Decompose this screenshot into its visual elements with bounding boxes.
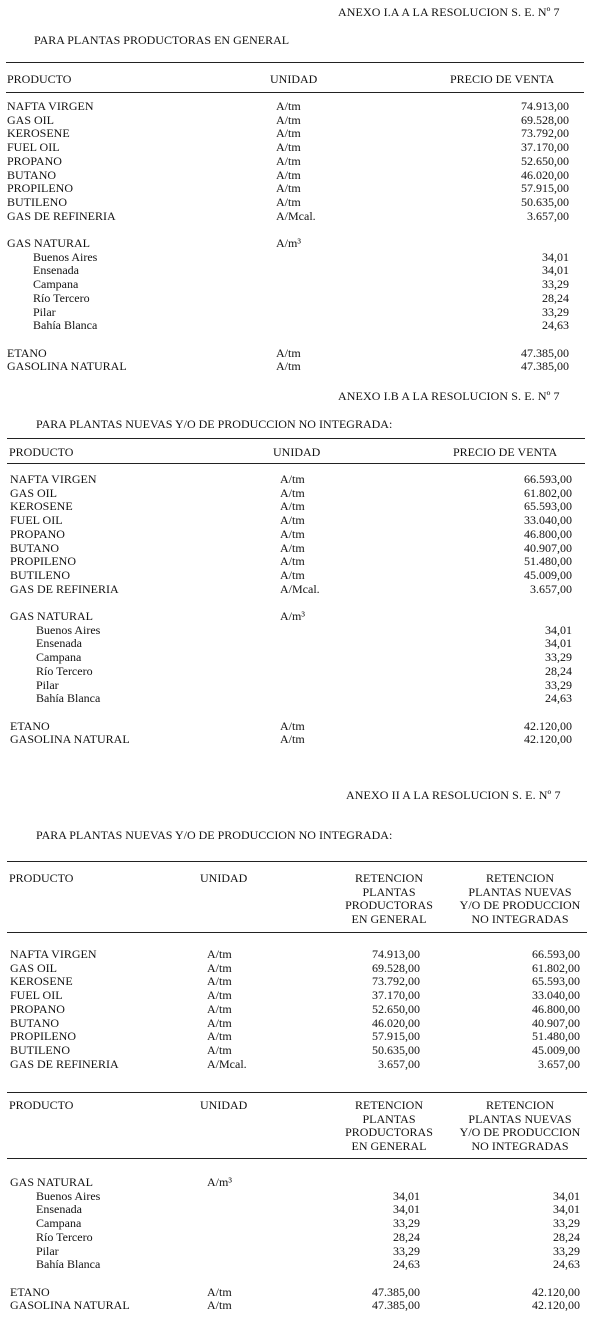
annex-1b-title: ANEXO I.B A LA RESOLUCION S. E. Nº 7 bbox=[338, 389, 560, 403]
unit: A/tm bbox=[207, 1001, 232, 1016]
price: 50.635,00 bbox=[521, 194, 569, 209]
retention-new-plants: 33,29 bbox=[553, 1243, 580, 1258]
unit: A/tm bbox=[280, 540, 305, 555]
location-name: Buenos Aires bbox=[36, 1188, 101, 1203]
product-name: GAS NATURAL bbox=[10, 1175, 94, 1189]
price: 37.170,00 bbox=[521, 140, 569, 155]
unit: A/Mcal. bbox=[276, 208, 316, 223]
annex-2-second-header-rule bbox=[7, 1158, 587, 1159]
table-row bbox=[0, 1286, 600, 1300]
product-name: FUEL OIL bbox=[7, 140, 60, 155]
price: 46.020,00 bbox=[521, 167, 569, 182]
retention-new-plants: 61.802,00 bbox=[532, 960, 580, 975]
retention-general: 57.915,00 bbox=[372, 1029, 420, 1044]
retention-general: 3.657,00 bbox=[378, 1056, 420, 1071]
unit: A/tm bbox=[207, 1284, 232, 1299]
gas-location-row bbox=[0, 1258, 600, 1272]
product-name: FUEL OIL bbox=[10, 513, 63, 528]
unit: A/tm bbox=[276, 112, 301, 127]
location-name: Ensenada bbox=[36, 1202, 82, 1217]
price: 33,29 bbox=[545, 677, 572, 692]
table-row bbox=[0, 100, 600, 114]
location-name: Río Tercero bbox=[33, 290, 90, 305]
table-row bbox=[0, 514, 600, 528]
annex-1a-header-rule bbox=[6, 92, 584, 93]
product-name: NAFTA VIRGEN bbox=[7, 99, 94, 113]
price: 34,01 bbox=[545, 636, 572, 651]
gas-location-row bbox=[0, 692, 600, 706]
annex-2-header-product: PRODUCTO bbox=[9, 871, 74, 885]
product-name: GAS OIL bbox=[7, 112, 54, 127]
unit: A/tm bbox=[276, 345, 301, 360]
table-row bbox=[0, 1299, 600, 1313]
table-row bbox=[0, 210, 600, 224]
table-row bbox=[0, 347, 600, 361]
product-name: GAS NATURAL bbox=[7, 236, 91, 250]
retention-general: 24,63 bbox=[393, 1257, 420, 1272]
gas-location-row bbox=[0, 637, 600, 651]
product-name: KEROSENE bbox=[10, 974, 73, 989]
gas-location-row bbox=[0, 278, 600, 292]
table-row bbox=[0, 528, 600, 542]
unit: A/tm bbox=[276, 126, 301, 141]
product-name: NAFTA VIRGEN bbox=[10, 947, 97, 961]
table-row bbox=[0, 1030, 600, 1044]
location-name: Ensenada bbox=[36, 636, 82, 651]
annex-1b-header-price: PRECIO DE VENTA bbox=[453, 445, 558, 459]
header-col-a-line: RETENCION bbox=[355, 1098, 423, 1112]
retention-general: 50.635,00 bbox=[372, 1042, 420, 1057]
price: 33,29 bbox=[542, 277, 569, 292]
table-row bbox=[0, 169, 600, 183]
location-name: Bahía Blanca bbox=[36, 1257, 101, 1272]
retention-general: 47.385,00 bbox=[372, 1284, 420, 1299]
price: 33.040,00 bbox=[524, 513, 572, 528]
retention-new-plants: 33,29 bbox=[553, 1216, 580, 1231]
unit: A/tm bbox=[280, 499, 305, 514]
table-row bbox=[0, 360, 600, 374]
unit: A/tm bbox=[280, 513, 305, 528]
unit: A/tm bbox=[276, 99, 301, 113]
annex-2-second-top-rule bbox=[7, 1092, 587, 1093]
retention-general: 69.528,00 bbox=[372, 960, 420, 975]
annex-2-header-col-a-repeat bbox=[336, 1099, 442, 1154]
location-name: Campana bbox=[36, 1216, 82, 1231]
product-name: BUTANO bbox=[10, 1015, 60, 1030]
unit: A/tm bbox=[280, 472, 305, 486]
table-row bbox=[0, 196, 600, 210]
annex-2-subtitle: PARA PLANTAS NUEVAS Y/O DE PRODUCCION NO INTEGRADA: bbox=[36, 828, 393, 842]
table-row bbox=[0, 962, 600, 976]
price: 52.650,00 bbox=[521, 153, 569, 168]
retention-general: 73.792,00 bbox=[372, 974, 420, 989]
unit: A/tm bbox=[276, 140, 301, 155]
gas-location-row bbox=[0, 1217, 600, 1231]
product-name: FUEL OIL bbox=[10, 988, 63, 1003]
product-name: GASOLINA NATURAL bbox=[7, 359, 127, 374]
gas-natural-row bbox=[0, 610, 600, 624]
header-col-b-line: PLANTAS NUEVAS bbox=[468, 884, 572, 899]
header-col-b-line: NO INTEGRADAS bbox=[471, 1139, 569, 1154]
location-name: Buenos Aires bbox=[36, 622, 101, 637]
header-col-b-line: RETENCION bbox=[486, 871, 554, 885]
product-name: BUTANO bbox=[10, 540, 60, 555]
product-name: BUTANO bbox=[7, 167, 57, 182]
product-name: BUTILENO bbox=[10, 567, 70, 582]
unit: A/tm bbox=[276, 167, 301, 182]
header-col-a-line: EN GENERAL bbox=[351, 912, 427, 927]
price: 24,63 bbox=[542, 318, 569, 333]
location-name: Pilar bbox=[36, 677, 59, 692]
product-name: ETANO bbox=[10, 718, 50, 733]
price: 34,01 bbox=[542, 263, 569, 278]
unit: A/Mcal. bbox=[207, 1056, 247, 1071]
price: 66.593,00 bbox=[524, 472, 572, 486]
gas-location-row bbox=[0, 1231, 600, 1245]
unit: A/tm bbox=[207, 974, 232, 989]
price: 33,29 bbox=[545, 650, 572, 665]
product-name: BUTILENO bbox=[10, 1042, 70, 1057]
annex-2-header-unit-repeat: UNIDAD bbox=[200, 1098, 248, 1112]
location-name: Río Tercero bbox=[36, 1229, 93, 1244]
unit: A/tm bbox=[280, 485, 305, 500]
location-name: Campana bbox=[33, 277, 79, 292]
header-col-a-line: EN GENERAL bbox=[351, 1139, 427, 1154]
gas-natural-row bbox=[0, 1176, 600, 1190]
retention-new-plants: 42.120,00 bbox=[532, 1298, 580, 1313]
annex-1a-header-unit: UNIDAD bbox=[270, 72, 318, 86]
gas-location-row bbox=[0, 251, 600, 265]
price: 42.120,00 bbox=[524, 732, 572, 747]
price: 47.385,00 bbox=[521, 359, 569, 374]
unit: A/tm bbox=[276, 181, 301, 196]
price: 28,24 bbox=[542, 290, 569, 305]
table-row bbox=[0, 1058, 600, 1072]
retention-general: 34,01 bbox=[393, 1202, 420, 1217]
table-row bbox=[0, 500, 600, 514]
header-col-a-line: PRODUCTORAS bbox=[345, 898, 433, 913]
header-col-a-line: RETENCION bbox=[355, 871, 423, 885]
table-row bbox=[0, 1017, 600, 1031]
unit: A/tm bbox=[207, 1042, 232, 1057]
price: 45.009,00 bbox=[524, 567, 572, 582]
retention-new-plants: 51.480,00 bbox=[532, 1029, 580, 1044]
product-name: KEROSENE bbox=[7, 126, 70, 141]
gas-location-row bbox=[0, 306, 600, 320]
gas-location-row bbox=[0, 1203, 600, 1217]
header-col-b-line: RETENCION bbox=[486, 1098, 554, 1112]
annex-2-header-col-b-repeat bbox=[448, 1099, 592, 1154]
annex-1b-header-unit: UNIDAD bbox=[273, 445, 321, 459]
unit: A/tm bbox=[280, 554, 305, 569]
annex-2-header-unit: UNIDAD bbox=[200, 871, 248, 885]
unit: A/m³ bbox=[276, 236, 301, 250]
price: 73.792,00 bbox=[521, 126, 569, 141]
retention-new-plants: 40.907,00 bbox=[532, 1015, 580, 1030]
annex-2-top-rule bbox=[7, 861, 587, 862]
unit: A/tm bbox=[207, 988, 232, 1003]
retention-new-plants: 65.593,00 bbox=[532, 974, 580, 989]
price: 61.802,00 bbox=[524, 485, 572, 500]
price: 34,01 bbox=[545, 622, 572, 637]
product-name: NAFTA VIRGEN bbox=[10, 472, 97, 486]
annex-2-header-rule bbox=[7, 932, 587, 933]
gas-natural-row bbox=[0, 237, 600, 251]
unit: A/tm bbox=[280, 526, 305, 541]
unit: A/tm bbox=[276, 359, 301, 374]
annex-1a-subtitle: PARA PLANTAS PRODUCTORAS EN GENERAL bbox=[34, 33, 290, 47]
header-col-b-line: Y/O DE PRODUCCION bbox=[459, 1125, 581, 1140]
table-row bbox=[0, 542, 600, 556]
table-row bbox=[0, 733, 600, 747]
price: 65.593,00 bbox=[524, 499, 572, 514]
product-name: BUTILENO bbox=[7, 194, 67, 209]
product-name: GASOLINA NATURAL bbox=[10, 732, 130, 747]
unit: A/m³ bbox=[280, 609, 305, 623]
price: 34,01 bbox=[542, 249, 569, 264]
table-row bbox=[0, 720, 600, 734]
retention-general: 33,29 bbox=[393, 1216, 420, 1231]
retention-new-plants: 45.009,00 bbox=[532, 1042, 580, 1057]
product-name: GAS DE REFINERIA bbox=[7, 208, 116, 223]
location-name: Bahía Blanca bbox=[36, 691, 101, 706]
table-row bbox=[0, 975, 600, 989]
annex-1b-top-rule bbox=[7, 438, 585, 439]
annex-1a-top-rule bbox=[6, 62, 584, 63]
header-col-a-line: PLANTAS bbox=[362, 1111, 416, 1126]
price: 40.907,00 bbox=[524, 540, 572, 555]
unit: A/Mcal. bbox=[280, 581, 320, 596]
gas-location-row bbox=[0, 1245, 600, 1259]
unit: A/tm bbox=[276, 153, 301, 168]
header-col-b-line: Y/O DE PRODUCCION bbox=[459, 898, 581, 913]
product-name: PROPILENO bbox=[7, 181, 74, 196]
table-row bbox=[0, 569, 600, 583]
retention-new-plants: 42.120,00 bbox=[532, 1284, 580, 1299]
retention-new-plants: 34,01 bbox=[553, 1202, 580, 1217]
unit: A/tm bbox=[207, 1298, 232, 1313]
header-col-a-line: PRODUCTORAS bbox=[345, 1125, 433, 1140]
price: 74.913,00 bbox=[521, 99, 569, 113]
unit: A/tm bbox=[280, 718, 305, 733]
table-row bbox=[0, 141, 600, 155]
table-row bbox=[0, 555, 600, 569]
retention-general: 74.913,00 bbox=[372, 947, 420, 961]
product-name: GAS NATURAL bbox=[10, 609, 94, 623]
retention-new-plants: 3.657,00 bbox=[538, 1056, 580, 1071]
table-row bbox=[0, 182, 600, 196]
unit: A/tm bbox=[280, 732, 305, 747]
unit: A/m³ bbox=[207, 1175, 232, 1189]
unit: A/tm bbox=[280, 567, 305, 582]
retention-new-plants: 33.040,00 bbox=[532, 988, 580, 1003]
product-name: PROPILENO bbox=[10, 1029, 77, 1044]
product-name: GAS DE REFINERIA bbox=[10, 1056, 119, 1071]
gas-location-row bbox=[0, 292, 600, 306]
product-name: GAS DE REFINERIA bbox=[10, 581, 119, 596]
retention-new-plants: 24,63 bbox=[553, 1257, 580, 1272]
retention-new-plants: 46.800,00 bbox=[532, 1001, 580, 1016]
gas-location-row bbox=[0, 624, 600, 638]
product-name: GASOLINA NATURAL bbox=[10, 1298, 130, 1313]
location-name: Buenos Aires bbox=[33, 249, 98, 264]
product-name: PROPANO bbox=[10, 1001, 65, 1016]
retention-general: 47.385,00 bbox=[372, 1298, 420, 1313]
header-col-b-line: NO INTEGRADAS bbox=[471, 912, 569, 927]
location-name: Bahía Blanca bbox=[33, 318, 98, 333]
product-name: PROPANO bbox=[7, 153, 62, 168]
location-name: Ensenada bbox=[33, 263, 79, 278]
annex-1a-header-product: PRODUCTO bbox=[7, 72, 72, 86]
gas-location-row bbox=[0, 1190, 600, 1204]
unit: A/tm bbox=[207, 947, 232, 961]
gas-location-row bbox=[0, 665, 600, 679]
annex-1b-header-rule bbox=[7, 463, 585, 464]
unit: A/tm bbox=[207, 960, 232, 975]
retention-new-plants: 34,01 bbox=[553, 1188, 580, 1203]
product-name: KEROSENE bbox=[10, 499, 73, 514]
product-name: ETANO bbox=[10, 1284, 50, 1299]
table-row bbox=[0, 1044, 600, 1058]
annex-2-header-col-a bbox=[336, 872, 442, 927]
product-name: GAS OIL bbox=[10, 485, 57, 500]
price: 3.657,00 bbox=[530, 581, 572, 596]
retention-general: 52.650,00 bbox=[372, 1001, 420, 1016]
gas-location-row bbox=[0, 264, 600, 278]
retention-general: 34,01 bbox=[393, 1188, 420, 1203]
retention-general: 33,29 bbox=[393, 1243, 420, 1258]
price: 3.657,00 bbox=[527, 208, 569, 223]
retention-general: 37.170,00 bbox=[372, 988, 420, 1003]
price: 57.915,00 bbox=[521, 181, 569, 196]
price: 46.800,00 bbox=[524, 526, 572, 541]
location-name: Río Tercero bbox=[36, 663, 93, 678]
header-col-a-line: PLANTAS bbox=[362, 884, 416, 899]
annex-1a-title: ANEXO I.A A LA RESOLUCION S. E. Nº 7 bbox=[338, 5, 560, 19]
gas-location-row bbox=[0, 319, 600, 333]
price: 69.528,00 bbox=[521, 112, 569, 127]
location-name: Pilar bbox=[36, 1243, 59, 1258]
unit: A/tm bbox=[207, 1029, 232, 1044]
retention-new-plants: 66.593,00 bbox=[532, 947, 580, 961]
price: 24,63 bbox=[545, 691, 572, 706]
price: 42.120,00 bbox=[524, 718, 572, 733]
table-row bbox=[0, 127, 600, 141]
price: 33,29 bbox=[542, 304, 569, 319]
retention-new-plants: 28,24 bbox=[553, 1229, 580, 1244]
location-name: Campana bbox=[36, 650, 82, 665]
header-col-b-line: PLANTAS NUEVAS bbox=[468, 1111, 572, 1126]
unit: A/tm bbox=[276, 194, 301, 209]
unit: A/tm bbox=[207, 1015, 232, 1030]
annex-2-title: ANEXO II A LA RESOLUCION S. E. Nº 7 bbox=[346, 788, 561, 802]
gas-location-row bbox=[0, 679, 600, 693]
table-row bbox=[0, 114, 600, 128]
annex-2-header-product-repeat: PRODUCTO bbox=[9, 1098, 74, 1112]
product-name: PROPILENO bbox=[10, 554, 77, 569]
table-row bbox=[0, 155, 600, 169]
table-row bbox=[0, 583, 600, 597]
product-name: PROPANO bbox=[10, 526, 65, 541]
product-name: ETANO bbox=[7, 345, 47, 360]
price: 28,24 bbox=[545, 663, 572, 678]
annex-1b-header-product: PRODUCTO bbox=[9, 445, 74, 459]
table-row bbox=[0, 487, 600, 501]
product-name: GAS OIL bbox=[10, 960, 57, 975]
annex-2-header-col-b bbox=[448, 872, 592, 927]
table-row bbox=[0, 473, 600, 487]
annex-1b-subtitle: PARA PLANTAS NUEVAS Y/O DE PRODUCCION NO INTEGRADA: bbox=[36, 417, 393, 431]
price: 51.480,00 bbox=[524, 554, 572, 569]
table-row bbox=[0, 948, 600, 962]
gas-location-row bbox=[0, 651, 600, 665]
retention-general: 46.020,00 bbox=[372, 1015, 420, 1030]
retention-general: 28,24 bbox=[393, 1229, 420, 1244]
table-row bbox=[0, 1003, 600, 1017]
table-row bbox=[0, 989, 600, 1003]
price: 47.385,00 bbox=[521, 345, 569, 360]
annex-1a-header-price: PRECIO DE VENTA bbox=[450, 72, 555, 86]
location-name: Pilar bbox=[33, 304, 56, 319]
